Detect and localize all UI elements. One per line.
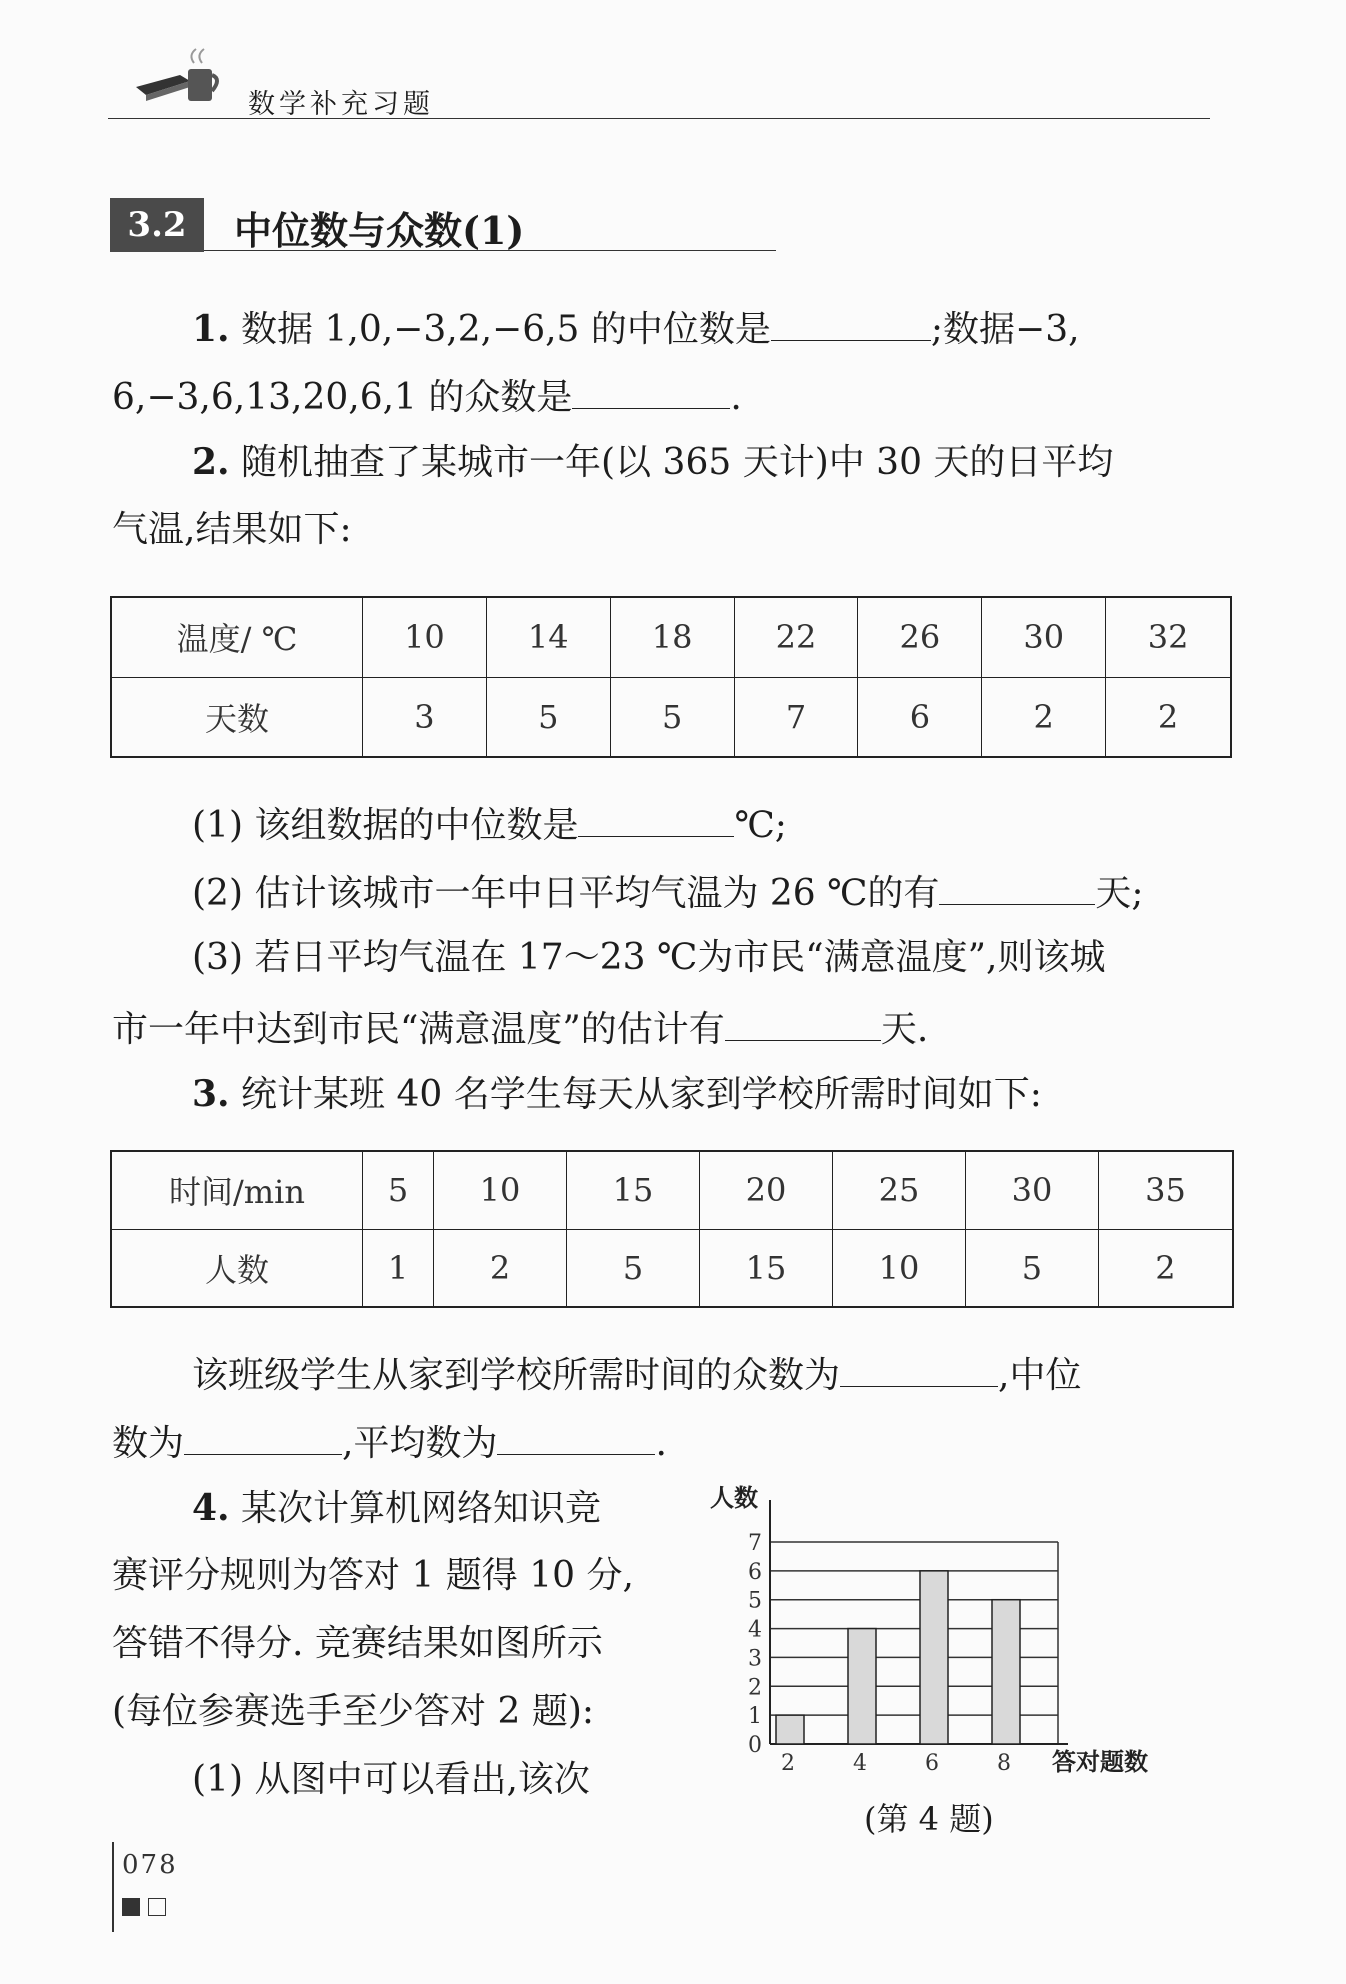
table-cell: 10 [833,1229,966,1307]
section-rule [204,250,776,251]
table-cell: 2 [1106,677,1231,757]
q2-part-3: (3) 若日平均气温在 17～23 ℃为市民“满意温度”,则该城 [192,937,1106,978]
table-cell: 2 [982,677,1106,757]
bar-chart [690,1470,1170,1790]
bar-6 [920,1571,948,1744]
table-cell: 2 [1098,1229,1233,1307]
question-number: 4. [192,1487,230,1529]
table-cell: 20 [700,1151,833,1229]
y-tick-label: 6 [748,1559,762,1585]
table-cell: 14 [486,597,610,677]
bar-4 [848,1629,876,1744]
table-cell: 5 [363,1151,434,1229]
table-header-cell: 时间/min [111,1151,363,1229]
x-tick-label: 2 [781,1751,795,1776]
y-tick-label: 5 [748,1588,762,1614]
q3-answer-line-2 [112,1418,667,1466]
answer-blank[interactable] [725,1004,881,1041]
bar-8 [992,1600,1020,1744]
q2-part-2-text: (2) 估计该城市一年中日平均气温为 26 ℃的有 [192,873,940,914]
q4-line-1 [192,1486,601,1531]
filled-square-icon [122,1898,140,1916]
chart-grid [770,1500,1068,1744]
y-tick-label: 4 [748,1617,762,1643]
table-cell: 1 [363,1229,434,1307]
q1-text-c: 6,−3,6,13,20,6,1 的众数是 [112,377,573,418]
table-cell: 7 [734,677,858,757]
table-row [111,1151,1233,1229]
bar-2 [776,1715,804,1744]
q2-line-2: 气温,结果如下: [112,509,352,550]
table-cell: 3 [363,677,487,757]
q3-line-1 [192,1072,1042,1117]
x-tick-label: 6 [925,1751,939,1776]
table-cell: 26 [858,597,982,677]
table-row [111,597,1231,677]
q2-part-1-text: (1) 该组数据的中位数是 [192,805,579,846]
page-number-bar [112,1842,114,1932]
table-cell: 5 [486,677,610,757]
q2-line-1 [192,440,1113,485]
table-cell: 15 [700,1229,833,1307]
q4-line-2: 赛评分规则为答对 1 题得 10 分, [112,1555,634,1596]
y-tick-label: 7 [748,1531,762,1556]
q3-text-1: 统计某班 40 名学生每天从家到学校所需时间如下: [241,1074,1042,1115]
temperature-table [110,596,1232,758]
table-row [111,677,1231,757]
q1-line-2 [112,372,742,420]
q2-part-3-cont [112,1004,928,1052]
chart-x-axis-label: 答对题数 [1052,1747,1148,1776]
table-cell: 5 [610,677,734,757]
q2-part-1 [192,800,787,848]
q4-line-5: (1) 从图中可以看出,该次 [192,1759,590,1800]
chart-y-ticks [748,1531,762,1758]
q3-text-e: . [655,1423,667,1464]
table-cell: 30 [965,1151,1098,1229]
section-title: 中位数与众数(1) [234,208,525,253]
q1-text-d: . [730,377,742,418]
q4-text-1: 某次计算机网络知识竞 [241,1488,602,1529]
table-cell: 15 [567,1151,700,1229]
q2-part-1-unit: ℃; [734,805,787,846]
table-cell: 25 [833,1151,966,1229]
q4-line-4: (每位参赛选手至少答对 2 题): [112,1691,595,1732]
answer-blank[interactable] [578,800,734,837]
q3-text-d: ,平均数为 [342,1423,498,1464]
question-number: 2. [192,441,230,483]
answer-blank[interactable] [840,1350,998,1387]
table-cell: 30 [982,597,1106,677]
q3-answer-line-1 [192,1350,1081,1398]
answer-blank[interactable] [939,868,1095,905]
q3-text-a: 该班级学生从家到学校所需时间的众数为 [192,1355,841,1396]
answer-blank[interactable] [497,1418,655,1455]
table-header-cell: 温度/ ℃ [111,597,363,677]
q2-part-2 [192,868,1144,916]
q1-line-1 [192,304,1080,352]
answer-blank[interactable] [572,372,730,409]
book-and-mug-icon [132,35,222,115]
table-cell: 5 [567,1229,700,1307]
x-tick-label: 8 [997,1751,1011,1776]
table-cell: 10 [363,597,487,677]
table-cell: 22 [734,597,858,677]
y-tick-label: 0 [748,1733,762,1758]
table-header-cell: 人数 [111,1229,363,1307]
section-number-badge: 3.2 [110,198,204,252]
y-tick-label: 3 [748,1646,762,1672]
travel-time-table [110,1150,1234,1308]
table-cell: 6 [858,677,982,757]
table-cell: 10 [434,1151,567,1229]
header-rule [108,118,1210,119]
q1-text-b: ;数据−3, [930,309,1080,350]
table-header-cell: 天数 [111,677,363,757]
empty-square-icon [148,1898,166,1916]
figure-caption: (第 4 题) [864,1800,994,1838]
q2-part-3-unit: 天. [880,1009,929,1050]
q2-text-1: 随机抽查了某城市一年(以 365 天计)中 30 天的日平均 [241,442,1114,483]
table-cell: 5 [965,1229,1098,1307]
q3-text-c: 数为 [112,1423,185,1464]
table-row [111,1229,1233,1307]
header-title: 数学补充习题 [248,89,434,120]
question-number: 3. [192,1073,230,1115]
q3-text-b: ,中位 [998,1355,1082,1396]
table-cell: 18 [610,597,734,677]
q2-part-3-text: 市一年中达到市民“满意温度”的估计有 [112,1009,725,1050]
table-cell: 32 [1106,597,1231,677]
x-tick-label: 4 [853,1751,867,1776]
page-number: 078 [122,1850,178,1880]
answer-blank[interactable] [184,1418,342,1455]
q1-text-a: 数据 1,0,−3,2,−6,5 的中位数是 [241,309,771,350]
q4-line-3: 答错不得分. 竞赛结果如图所示 [112,1623,603,1664]
table-cell: 2 [434,1229,567,1307]
q2-part-2-unit: 天; [1095,873,1144,914]
answer-blank[interactable] [771,304,931,341]
question-number: 1. [192,308,230,350]
chart-y-axis-label: 人数 [710,1483,758,1512]
y-tick-label: 1 [748,1704,762,1730]
chart-x-ticks [781,1751,1011,1776]
table-cell: 35 [1098,1151,1233,1229]
y-tick-label: 2 [748,1675,762,1701]
